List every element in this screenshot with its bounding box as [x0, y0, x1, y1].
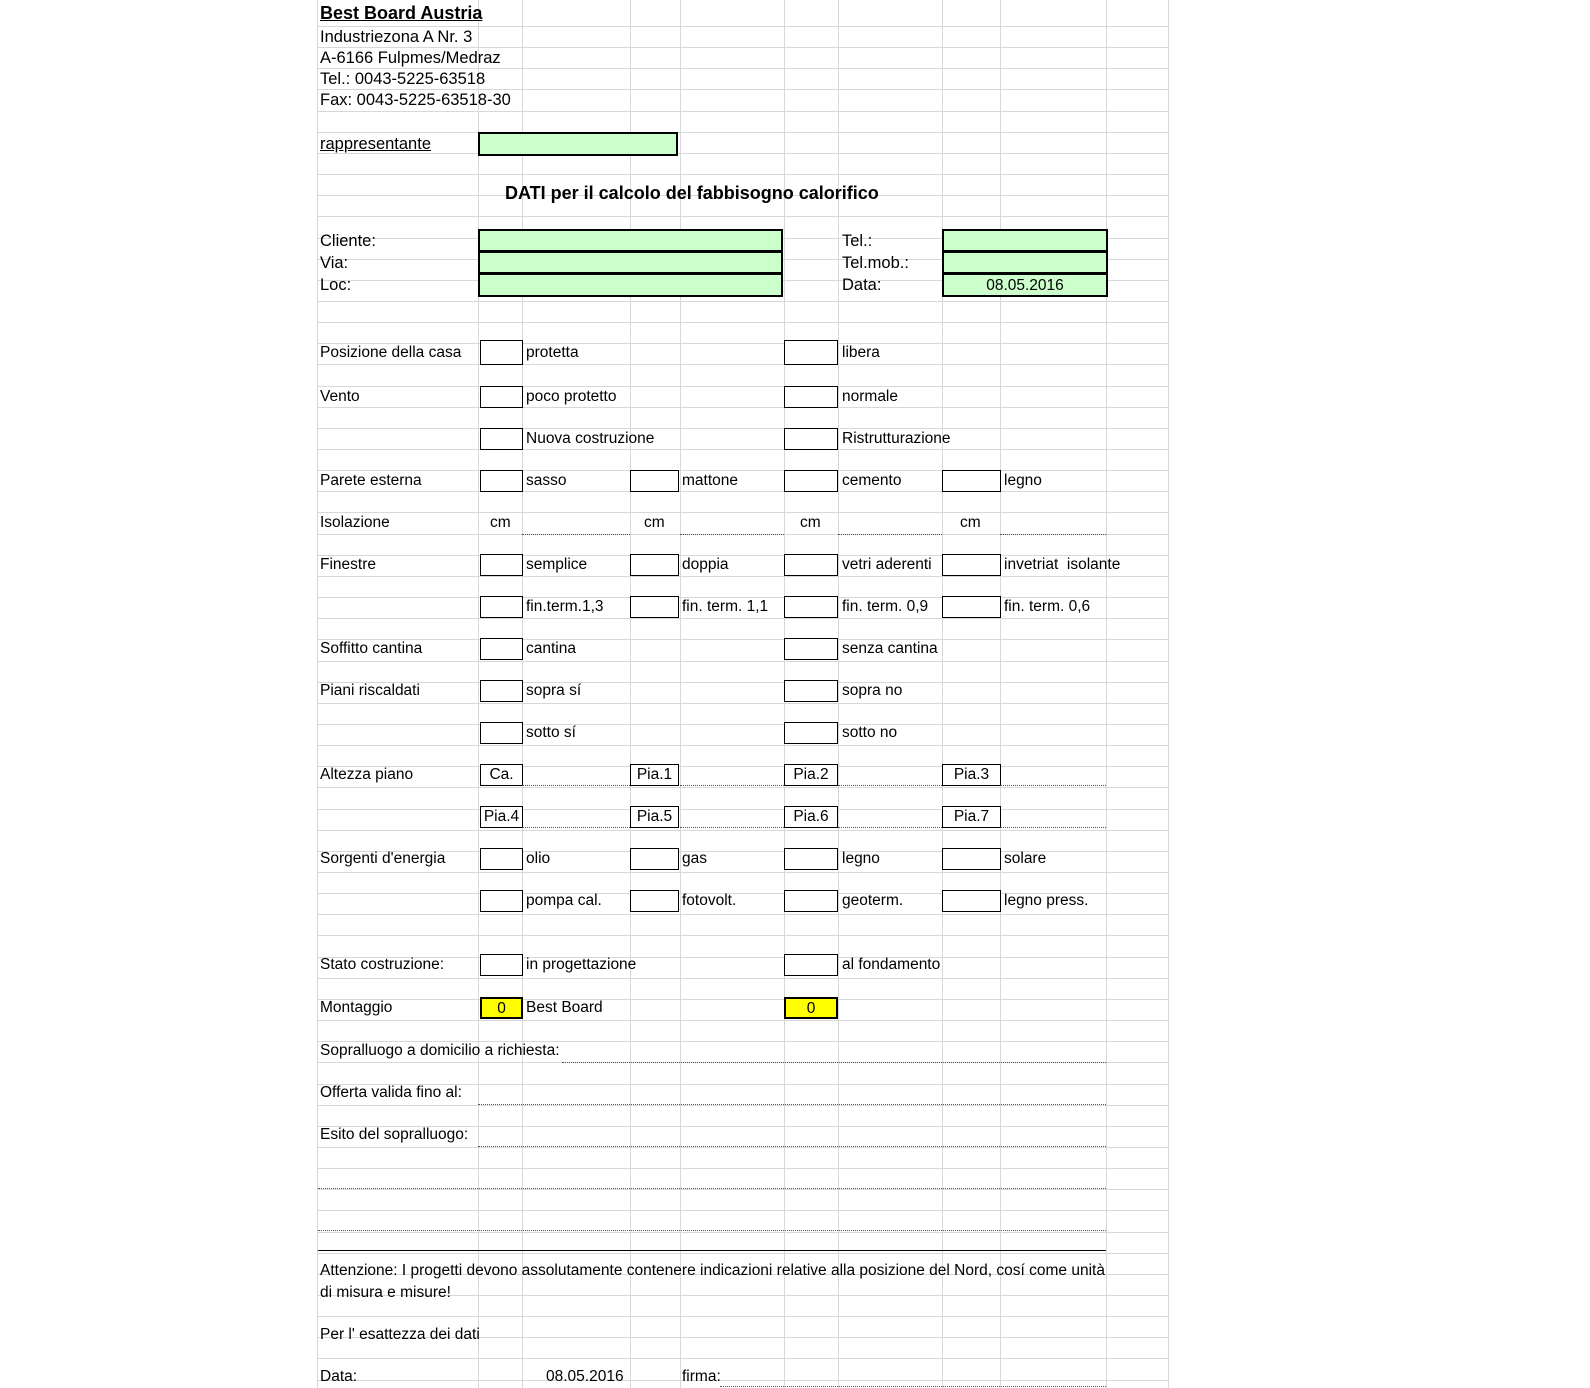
grid-row-line [317, 68, 1168, 69]
posizione-label: Posizione della casa [320, 344, 462, 361]
footer-date-value: 08.05.2016 [546, 1368, 624, 1385]
telmob-label: Tel.mob.: [842, 254, 909, 272]
soffitto-senza-cantina-checkbox[interactable] [784, 638, 838, 660]
grid-row-line [317, 639, 1168, 640]
piani-sotto-si-checkbox[interactable] [480, 722, 523, 744]
altezza-label: Altezza piano [320, 766, 414, 783]
nuova-costruzione-label: Nuova costruzione [526, 430, 655, 447]
grid-row-line [317, 872, 1168, 873]
grid-row-line [317, 407, 1168, 408]
piani-sotto-si-label: sotto sí [526, 724, 576, 741]
grid-row-line [317, 301, 1168, 302]
grid-row-line [317, 470, 1168, 471]
grid-col-line [317, 0, 318, 1388]
grid-col-line [478, 0, 479, 1388]
energia-pompa-checkbox[interactable] [480, 890, 523, 912]
grid-row-line [317, 935, 1168, 936]
esito-line-2[interactable] [318, 1188, 1106, 1189]
altezza-pia7-field[interactable]: Pia.7 [942, 806, 1001, 828]
energia-geoterm-label: geoterm. [842, 892, 904, 909]
date-field[interactable]: 08.05.2016 [942, 273, 1108, 297]
parete-sasso-checkbox[interactable] [480, 470, 523, 492]
altezza-pia4-line [522, 827, 630, 828]
ristrutturazione-label: Ristrutturazione [842, 430, 951, 447]
altezza-pia1-line [680, 785, 784, 786]
grid-col-line [1000, 0, 1001, 1388]
isolazione-field-3[interactable] [838, 534, 942, 535]
rappresentante-field[interactable] [478, 132, 678, 156]
tel-label: Tel.: [842, 232, 873, 250]
energia-gas-checkbox[interactable] [630, 848, 679, 870]
piani-sopra-no-checkbox[interactable] [784, 680, 838, 702]
grid-row-line [317, 682, 1168, 683]
piani-label: Piani riscaldati [320, 682, 420, 699]
isolazione-cm-3: cm [800, 514, 821, 531]
soffitto-senza-cantina-label: senza cantina [842, 640, 938, 657]
grid-row-line [317, 512, 1168, 513]
offerta-field[interactable] [478, 1104, 1106, 1105]
grid-row-line [317, 1168, 1168, 1169]
cliente-field[interactable] [478, 229, 783, 252]
parete-legno-label: legno [1004, 472, 1042, 489]
grid-row-line [317, 1210, 1168, 1211]
montaggio-value-2[interactable]: 0 [784, 997, 838, 1019]
energia-legno-press-label: legno press. [1004, 892, 1089, 909]
grid-row-line [317, 111, 1168, 112]
esito-label: Esito del sopralluogo: [320, 1126, 469, 1143]
grid-row-line [317, 47, 1168, 48]
grid-row-line [317, 174, 1168, 175]
finestre-invetriat-isolante-label: invetriat isolante [1004, 556, 1121, 573]
energia-solare-label: solare [1004, 850, 1047, 867]
grid-row-line [317, 766, 1168, 767]
parete-sasso-label: sasso [526, 472, 567, 489]
parete-label: Parete esterna [320, 472, 422, 489]
altezza-pia7-line [1000, 827, 1106, 828]
stato-progettazione-label: in progettazione [526, 956, 637, 973]
grid-row-line [317, 364, 1168, 365]
finestre-term11-checkbox[interactable] [630, 596, 679, 618]
isolazione-field-2[interactable] [680, 534, 784, 535]
isolazione-field-1[interactable] [522, 534, 630, 535]
company-name: Best Board Austria [320, 3, 483, 23]
altezza-pia2-line [838, 785, 942, 786]
grid-row-line [317, 1147, 1168, 1148]
piani-sopra-si-label: sopra sí [526, 682, 582, 699]
grid-row-line [317, 1358, 1168, 1359]
grid-col-line [1106, 0, 1107, 1388]
sopralluogo-label: Sopralluogo a domicilio a richiesta: [320, 1042, 560, 1059]
nuova-costruzione-checkbox[interactable] [480, 428, 523, 450]
grid-row-line [317, 322, 1168, 323]
posizione-libera-label: libera [842, 344, 880, 361]
altezza-pia3-line [1000, 785, 1106, 786]
montaggio-label: Montaggio [320, 999, 393, 1016]
altezza-pia2-field[interactable]: Pia.2 [784, 764, 838, 786]
stato-progettazione-checkbox[interactable] [480, 954, 523, 976]
isolazione-label: Isolazione [320, 514, 390, 531]
piani-sopra-si-checkbox[interactable] [480, 680, 523, 702]
piani-sotto-no-checkbox[interactable] [784, 722, 838, 744]
grid-col-line [680, 0, 681, 1388]
energia-olio-label: olio [526, 850, 551, 867]
grid-row-line [317, 449, 1168, 450]
grid-row-line [317, 957, 1168, 958]
montaggio-best-board-label: Best Board [526, 999, 603, 1016]
firma-label: firma: [682, 1368, 721, 1385]
grid-row-line [317, 132, 1168, 133]
ristrutturazione-checkbox[interactable] [784, 428, 838, 450]
parete-mattone-label: mattone [682, 472, 739, 489]
grid-row-line [317, 491, 1168, 492]
vento-normale-label: normale [842, 388, 898, 405]
grid-col-line [942, 0, 943, 1388]
altezza-ca-field[interactable]: Ca. [480, 764, 523, 786]
cliente-label: Cliente: [320, 232, 376, 250]
finestre-term13-label: fin.term.1,3 [526, 598, 604, 615]
company-address1: Industriezona A Nr. 3 [320, 28, 473, 46]
grid-row-line [317, 1105, 1168, 1106]
grid-col-line [630, 0, 631, 1388]
energia-fotovolt-label: fotovolt. [682, 892, 737, 909]
offerta-label: Offerta valida fino al: [320, 1084, 462, 1101]
finestre-semplice-label: semplice [526, 556, 588, 573]
finestre-vetri-aderenti-label: vetri aderenti [842, 556, 932, 573]
grid-row-line [317, 661, 1168, 662]
parete-cemento-label: cemento [842, 472, 902, 489]
vento-label: Vento [320, 388, 360, 405]
energia-olio-checkbox[interactable] [480, 848, 523, 870]
finestre-doppia-checkbox[interactable] [630, 554, 679, 576]
tel-field[interactable] [942, 229, 1108, 252]
finestre-label: Finestre [320, 556, 376, 573]
finestre-term09-label: fin. term. 0,9 [842, 598, 929, 615]
finestre-term13-checkbox[interactable] [480, 596, 523, 618]
grid-row-line [317, 724, 1168, 725]
posizione-protetta-label: protetta [526, 344, 579, 361]
esito-field[interactable] [478, 1146, 1106, 1147]
posizione-protetta-checkbox[interactable] [480, 340, 523, 365]
soffitto-cantina-label: cantina [526, 640, 576, 657]
energia-solare-checkbox[interactable] [942, 848, 1001, 870]
grid-row-line [317, 576, 1168, 577]
company-fax: Fax: 0043-5225-63518-30 [320, 91, 511, 109]
montaggio-value-1[interactable]: 0 [480, 997, 523, 1019]
energia-label: Sorgenti d'energia [320, 850, 446, 867]
altezza-pia5-field[interactable]: Pia.5 [630, 806, 679, 828]
soffitto-label: Soffitto cantina [320, 640, 423, 657]
data-label: Data: [842, 276, 882, 294]
attenzione-line1: Attenzione: I progetti devono assolutamente contenere indicazioni relative alla posizione del Nord, cosí come unità [320, 1262, 1105, 1279]
sopralluogo-field[interactable] [562, 1062, 1106, 1063]
isolazione-field-4[interactable] [1000, 534, 1106, 535]
section-divider [318, 1250, 1106, 1251]
grid-row-line [317, 999, 1168, 1000]
company-tel: Tel.: 0043-5225-63518 [320, 70, 486, 88]
grid-row-line [317, 914, 1168, 915]
grid-row-line [317, 428, 1168, 429]
finestre-term06-label: fin. term. 0,6 [1004, 598, 1091, 615]
energia-pompa-label: pompa cal. [526, 892, 602, 909]
rappresentante-label: rappresentante [320, 135, 431, 153]
altezza-pia6-line [838, 827, 942, 828]
parete-legno-checkbox[interactable] [942, 470, 1001, 492]
altezza-pia1-field[interactable]: Pia.1 [630, 764, 679, 786]
loc-label: Loc: [320, 276, 352, 294]
attenzione-line2: di misura e misure! [320, 1284, 451, 1301]
grid-row-line [317, 618, 1168, 619]
energia-fotovolt-checkbox[interactable] [630, 890, 679, 912]
energia-gas-label: gas [682, 850, 707, 867]
vento-poco-protetto-checkbox[interactable] [480, 386, 523, 408]
firma-field[interactable] [720, 1386, 1106, 1387]
grid-row-line [317, 1189, 1168, 1190]
finestre-term09-checkbox[interactable] [784, 596, 838, 618]
via-field[interactable] [478, 251, 783, 274]
finestre-term11-label: fin. term. 1,1 [682, 598, 769, 615]
grid-row-line [317, 1232, 1168, 1233]
stato-label: Stato costruzione: [320, 956, 445, 973]
form-title: DATI per il calcolo del fabbisogno calorifico [505, 183, 879, 203]
finestre-invetriat-isolante-checkbox[interactable] [942, 554, 1001, 576]
grid-col-line [1168, 0, 1169, 1388]
finestre-doppia-label: doppia [682, 556, 729, 573]
piani-sopra-no-label: sopra no [842, 682, 903, 699]
grid-row-line [317, 216, 1168, 217]
energia-geoterm-checkbox[interactable] [784, 890, 838, 912]
isolazione-cm-1: cm [490, 514, 511, 531]
vento-poco-protetto-label: poco protetto [526, 388, 617, 405]
grid-row-line [317, 1253, 1168, 1254]
altezza-pia4-field[interactable]: Pia.4 [480, 806, 523, 828]
grid-row-line [317, 89, 1168, 90]
energia-legno-press-checkbox[interactable] [942, 890, 1001, 912]
company-address2: A-6166 Fulpmes/Medraz [320, 49, 501, 67]
parete-cemento-checkbox[interactable] [784, 470, 838, 492]
altezza-pia5-line [680, 827, 784, 828]
finestre-vetri-aderenti-checkbox[interactable] [784, 554, 838, 576]
energia-legno-label: legno [842, 850, 880, 867]
grid-row-line [317, 978, 1168, 979]
esattezza-text: Per l' esattezza dei dati [320, 1326, 480, 1343]
grid-row-line [317, 1380, 1168, 1381]
altezza-ca-line [522, 785, 630, 786]
vento-normale-checkbox[interactable] [784, 386, 838, 408]
grid-row-line [317, 1316, 1168, 1317]
grid-row-line [317, 1020, 1168, 1021]
parete-mattone-checkbox[interactable] [630, 470, 679, 492]
finestre-semplice-checkbox[interactable] [480, 554, 523, 576]
altezza-pia3-field[interactable]: Pia.3 [942, 764, 1001, 786]
grid-row-line [317, 26, 1168, 27]
esito-line-3[interactable] [318, 1230, 1106, 1231]
piani-sotto-no-label: sotto no [842, 724, 898, 741]
grid-row-line [317, 153, 1168, 154]
footer-data-label: Data: [320, 1368, 358, 1385]
stato-fondamento-label: al fondamento [842, 956, 941, 973]
finestre-term06-checkbox[interactable] [942, 596, 1001, 618]
energia-legno-checkbox[interactable] [784, 848, 838, 870]
altezza-pia6-field[interactable]: Pia.6 [784, 806, 838, 828]
posizione-libera-checkbox[interactable] [784, 340, 838, 365]
via-label: Via: [320, 254, 349, 272]
grid-row-line [317, 745, 1168, 746]
stato-fondamento-checkbox[interactable] [784, 954, 838, 976]
grid-row-line [317, 703, 1168, 704]
grid-col-line [838, 0, 839, 1388]
soffitto-cantina-checkbox[interactable] [480, 638, 523, 660]
isolazione-cm-2: cm [644, 514, 665, 531]
grid-row-line [317, 787, 1168, 788]
isolazione-cm-4: cm [960, 514, 981, 531]
loc-field[interactable] [478, 273, 783, 297]
grid-row-line [317, 830, 1168, 831]
grid-row-line [317, 386, 1168, 387]
grid-row-line [317, 809, 1168, 810]
telmob-field[interactable] [942, 251, 1108, 274]
